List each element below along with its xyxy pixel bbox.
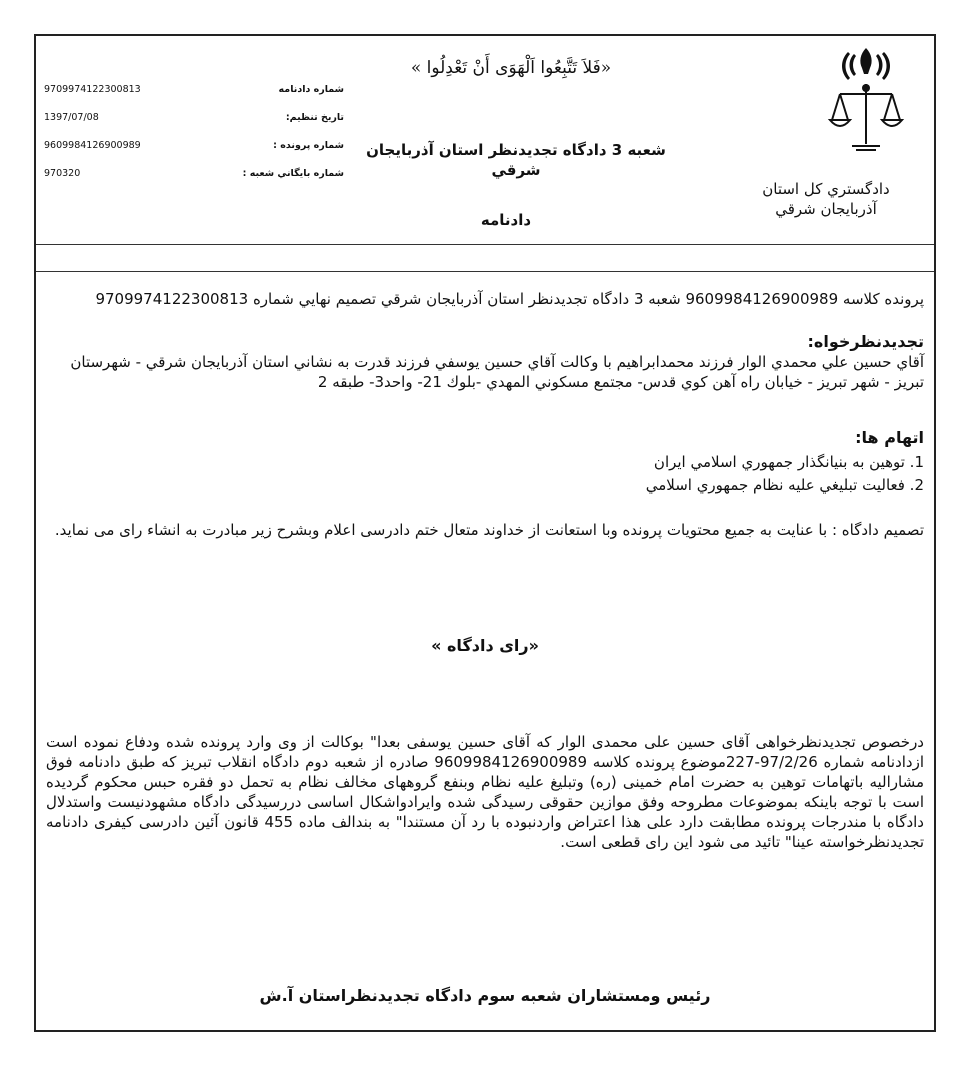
verdict-heading: «راى دادگاه » — [431, 636, 539, 655]
court-name-line-2: آذربايجان شرقي — [775, 200, 877, 218]
meta-value: 9709974122300813 — [44, 84, 141, 95]
meta-label: تاريخ تنظيم: — [285, 112, 344, 123]
appellant-details: آقاي حسين علي محمدي الوار فرزند محمدابراهيم با وكالت آقاي حسين يوسفي فرزند قدرت به نشاني استان آذربايجان شرقي - شهرستان تبريز - شهر تبريز - خيابان راه آهن كوي قدس- مجتمع مسكوني المهدي -بلوك 21- واحد3- طبقه 2 — [70, 353, 924, 391]
document-frame — [34, 34, 936, 1032]
meta-label: شماره دادنامه — [278, 84, 344, 95]
meta-archive-number — [44, 168, 344, 184]
meta-case-number — [44, 140, 344, 156]
charge-item: 1. توهين به بنيانگذار جمهوري اسلامي ايران — [653, 453, 924, 471]
charge-item: 2. فعاليت تبليغي عليه نظام جمهوري اسلامي — [645, 476, 924, 494]
court-decision: تصميم دادگاه : با عنايت به جميع محتويات پرونده وبا استعانت از خداوند متعال ختم دادرسى اعلام وبشرح زير مبادرت به انشاء راى مى نمايد. — [54, 521, 924, 539]
meta-value: 1397/07/08 — [44, 112, 99, 123]
court-name-line-1: دادگستري كل استان — [762, 180, 890, 198]
header-divider — [36, 244, 934, 245]
meta-value: 9609984126900989 — [44, 140, 141, 151]
document-header — [36, 36, 934, 246]
appellant-heading: تجديدنظرخواه: — [807, 332, 924, 351]
header-divider-2 — [36, 271, 934, 272]
quran-motto: «فَلاَ تَتَّبِعُوا اَلْهَوَى أَنْ تَعْدِلُوا » — [410, 58, 612, 78]
meta-date — [44, 112, 344, 128]
case-intro: پرونده كلاسه 9609984126900989 شعبه 3 دادگاه تجديدنظر استان آذربايجان شرقي تصميم نهايي شماره 9709974122300813 — [95, 290, 924, 308]
meta-value: 970320 — [44, 168, 81, 179]
court-branch — [336, 140, 696, 180]
meta-label: شماره بايگاني شعبه : — [242, 168, 344, 179]
meta-label: شماره پرونده : — [273, 140, 344, 151]
document-title: دادنامه — [480, 211, 532, 229]
branch-line-1: شعبه 3 دادگاه تجديدنظر استان آذربايجان — [366, 141, 666, 159]
signature-line: رئيس ومستشاران شعبه سوم دادگاه تجديدنظراستان آ.ش — [259, 986, 711, 1005]
charges-heading: اتهام ها: — [855, 428, 924, 447]
court-name — [736, 179, 916, 219]
meta-verdict-number — [44, 84, 344, 100]
verdict-text: درخصوص تجديدنظرخواهى آقاى حسين على محمدى الوار كه آقاى حسين يوسفى بعدا" بوكالت از وى وارد پرونده شده ودفاع نموده است ازدادنامه شماره 97/2/26-227موضوع پرونده كلاسه 9609984126900989 صادره از شعبه دوم دادگاه انقلاب تبريز كه طبق دادنامه فوق مشاراليه باتهامات توهين به حضرت امام خمينى (ره) وتبليغ عليه نظام وبنفع گروههاى مخالف نظام به تحمل دو فقره حبس محكوم گرديده است با توجه باينكه بموضوعات مطروحه وفق موازين حقوقى رسيدگى شده وايرادواشكال اساسى دررسيدگى دادگاه مشهودنيست واستدلال دادگاه با مندرجات پرونده مطابقت دارد على هذا اعتراض واردنبوده با رد آن مستندا" به بندالف ماده 455 قانون آئين دادرسى كيفرى دادنامه تجديدنظرخواسته عينا" تائيد مى شود اين راى قطعى است. — [46, 733, 925, 851]
branch-line-2: شرقي — [491, 161, 541, 179]
iran-justice-emblem-icon — [826, 44, 906, 156]
